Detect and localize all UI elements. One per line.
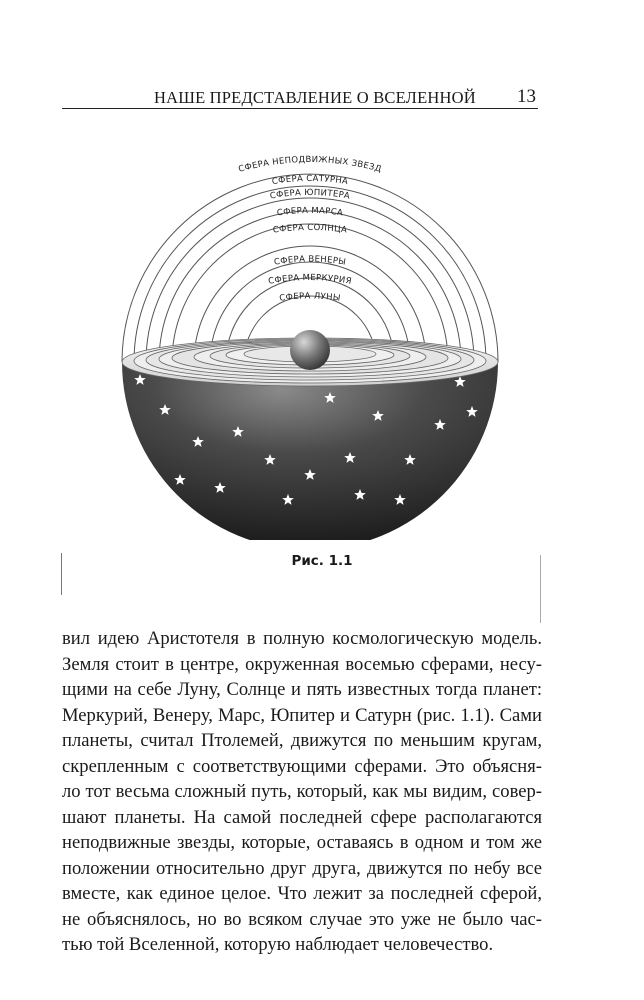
running-head: НАШЕ ПРЕДСТАВЛЕНИЕ О ВСЕЛЕННОЙ <box>154 88 476 107</box>
label-sun: СФЕРА СОЛНЦА <box>272 222 348 236</box>
earth-sphere <box>290 330 330 370</box>
label-moon: СФЕРА ЛУНЫ <box>278 291 342 304</box>
sphere-labels <box>220 155 400 305</box>
text-line: Земля стоит в центре, окруженная восемью сферами, несу- <box>62 653 542 675</box>
body-paragraph <box>62 626 542 958</box>
text-line: неподвижные звезды, которые, оставаясь в одном и том же <box>62 832 542 853</box>
celestial-bowl <box>122 362 498 540</box>
text-line: скрепленным с соответствующими сферами. Это объясня- <box>62 755 542 777</box>
text-line: вместе, как единое целое. Что лежит за последней сферой, <box>62 883 542 904</box>
text-line: щими на себе Луну, Солнце и пять известных тогда планет: <box>62 679 542 700</box>
page-header <box>62 86 538 109</box>
label-mercury: СФЕРА МЕРКУРИЯ <box>267 272 353 287</box>
figure-ptolemaic-model <box>110 150 510 540</box>
label-mars: СФЕРА МАРСА <box>276 205 344 219</box>
label-saturn: СФЕРА САТУРНА <box>271 173 349 188</box>
text-line: ло тот весьма сложный путь, который, как мы видим, совер- <box>62 781 542 802</box>
label-fixed-stars: СФЕРА НЕПОДВИЖНЫХ ЗВЕЗД <box>237 154 383 175</box>
page-number: 13 <box>517 86 536 107</box>
text-line: планеты, считал Птолемей, движутся по меньшим кругам, <box>62 730 542 751</box>
spheres-diagram <box>110 150 510 540</box>
label-venus: СФЕРА ВЕНЕРЫ <box>273 254 347 268</box>
text-line: тью той Вселенной, которую наблюдает человечество. <box>62 934 494 955</box>
text-line: не объяснялось, но во всяком случае это уже не было час- <box>62 908 542 930</box>
label-jupiter: СФЕРА ЮПИТЕРА <box>269 187 351 202</box>
text-line: Меркурий, Венеру, Марс, Юпитер и Сатурн (рис. 1.1). Сами <box>62 704 542 726</box>
text-line: шают планеты. На самой последней сфере располагаются <box>62 806 542 828</box>
text-line: положении относительно друг друга, движутся по небу все <box>62 857 542 879</box>
text-line: вил идею Аристотеля в полную космологическую модель. <box>62 628 542 649</box>
figure-caption: Рис. 1.1 <box>291 553 353 569</box>
